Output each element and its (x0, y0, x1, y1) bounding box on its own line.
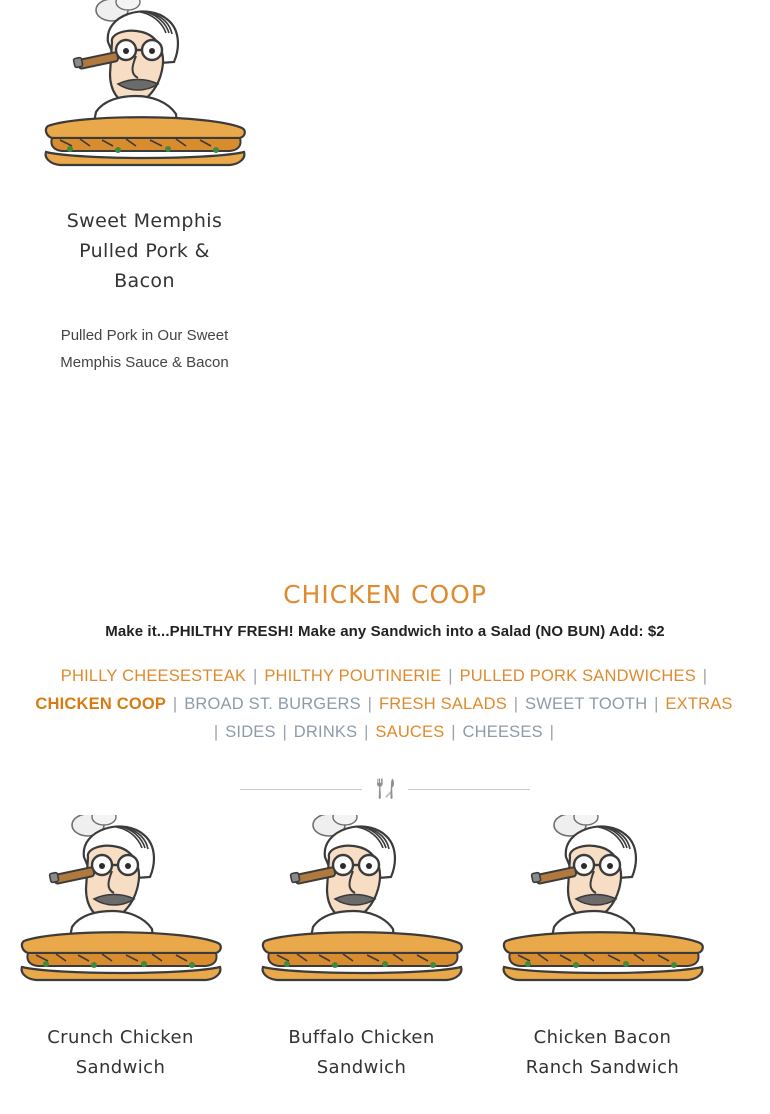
product-image (498, 815, 708, 995)
chicken-coop-section (0, 580, 770, 802)
nav-separator: | (446, 723, 461, 741)
category-nav (35, 662, 735, 746)
product-title: Crunch Chicken Sandwich (47, 1027, 194, 1078)
product-image (257, 815, 467, 995)
divider-line-left (240, 789, 362, 790)
category-link-pulled-pork-sandwiches[interactable]: PULLED PORK SANDWICHES (459, 667, 696, 685)
divider (240, 776, 530, 802)
product-title: Chicken Bacon Ranch Sandwich (525, 1027, 680, 1078)
nav-separator: | (213, 723, 224, 741)
category-link-drinks[interactable]: DRINKS (293, 723, 358, 741)
category-link-fresh-salads[interactable]: FRESH SALADS (378, 695, 507, 713)
product-title: Sweet Memphis Pulled Pork & Bacon (66, 210, 223, 292)
category-link-philly-cheesesteak[interactable]: PHILLY CHEESESTEAK (60, 667, 247, 685)
product-image (40, 0, 250, 180)
section-note: Make it...PHILTHY FRESH! Make any Sandwich into a Salad (NO BUN) Add: $2 (105, 623, 665, 640)
product-grid (0, 815, 770, 1083)
nav-separator: | (248, 667, 263, 685)
nav-separator: | (359, 723, 374, 741)
product-card-featured (0, 0, 289, 376)
product-card[interactable] (0, 815, 241, 1083)
product-description: Pulled Pork in Our Sweet Memphis Sauce & Bacon (60, 327, 229, 371)
nav-separator: | (544, 723, 555, 741)
category-link-sauces[interactable]: SAUCES (375, 723, 445, 741)
nav-separator: | (443, 667, 458, 685)
category-link-chicken-coop[interactable]: CHICKEN COOP (35, 695, 167, 713)
divider-line-right (408, 789, 530, 790)
nav-separator: | (697, 667, 708, 685)
fork-and-knife-icon (372, 776, 398, 802)
product-card[interactable] (241, 815, 482, 1083)
nav-separator: | (508, 695, 524, 713)
category-link-sweet-tooth[interactable]: SWEET TOOTH (525, 695, 648, 713)
nav-separator: | (168, 695, 183, 713)
category-link-philthy-poutinerie[interactable]: PHILTHY POUTINERIE (264, 667, 442, 685)
product-title: Buffalo Chicken Sandwich (288, 1027, 435, 1078)
nav-separator: | (649, 695, 664, 713)
category-link-sides[interactable]: SIDES (225, 723, 276, 741)
nav-separator: | (362, 695, 377, 713)
nav-separator: | (277, 723, 292, 741)
product-image (16, 815, 226, 995)
category-link-broad-st-burgers[interactable]: BROAD ST. BURGERS (184, 695, 361, 713)
category-link-cheeses[interactable]: CHEESES (462, 723, 543, 741)
category-link-extras[interactable]: EXTRAS (665, 695, 733, 713)
product-card[interactable] (482, 815, 723, 1083)
section-title: CHICKEN COOP (283, 580, 487, 609)
